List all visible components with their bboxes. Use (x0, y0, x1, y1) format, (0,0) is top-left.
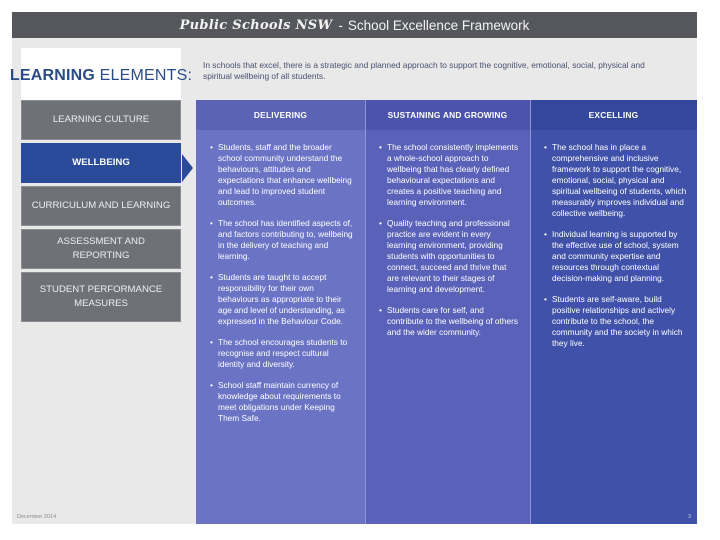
nav-item-student-performance-measures[interactable]: STUDENT PERFORMANCE MEASURES (21, 272, 181, 322)
list-item: • Quality teaching and professional practice are evident in every learning environment, providing students with opportunities to connect, succeed and thrive that are relevant to their stages of learning and development. (387, 218, 520, 295)
column-heading: SUSTAINING AND GROWING (365, 100, 530, 130)
nav-item-learning-culture[interactable]: LEARNING CULTURE (21, 100, 181, 140)
list-item: • Students, staff and the broader school community understand the behaviours, attitudes and expectations that enhance wellbeing and lead to improved student outcomes. (218, 142, 355, 208)
column-divider (530, 100, 531, 524)
nav-item-curriculum-and-learning[interactable]: CURRICULUM AND LEARNING (21, 186, 181, 226)
bullet-list (196, 130, 365, 424)
column-heading: EXCELLING (530, 100, 697, 130)
column-sustaining-and-growing (365, 100, 530, 524)
list-item: • The school encourages students to recognise and respect cultural identity and diversity. (218, 337, 355, 370)
brand-logo-text: Public Schools NSW (179, 17, 333, 33)
intro-text: In schools that excel, there is a strategic and planned approach to support the cognitive, emotional, social, physical and spiritual wellbeing of all students. (203, 60, 645, 81)
list-item: • Students care for self, and contribute to the wellbeing of others and the wider community. (387, 305, 520, 338)
list-item: • School staff maintain currency of knowledge about requirements to meet obligations under Keeping Them Safe. (218, 380, 355, 424)
list-item: • The school consistently implements a whole-school approach to wellbeing that has clearly defined behavioural expectations and creates a positive teaching and learning environment. (387, 142, 520, 208)
header-bar (12, 12, 697, 38)
active-nav-arrow-icon (182, 154, 193, 182)
column-heading: DELIVERING (196, 100, 365, 130)
slide (9, 12, 697, 524)
nav-item-assessment-and-reporting[interactable]: ASSESSMENT AND REPORTING (21, 229, 181, 269)
list-item: • The school has identified aspects of, and factors contributing to, wellbeing in the delivery of teaching and learning. (218, 218, 355, 262)
column-divider (365, 100, 366, 524)
header-separator: - (338, 17, 343, 33)
column-delivering (196, 100, 365, 524)
header-title: School Excellence Framework (347, 17, 530, 33)
page-number: 3 (687, 514, 691, 520)
list-item: • Students are taught to accept responsibility for their own behaviours as appropriate to their age and level of understanding, as expressed in the Behaviour Code. (218, 272, 355, 327)
learning-elements-panel (9, 48, 193, 104)
learning-elements-title (10, 67, 192, 85)
list-item: • Students are self-aware, build positive relationships and actively contribute to the school, the community and the society in which they live. (552, 294, 687, 349)
bullet-list (530, 130, 697, 349)
learning-elements-title-bold: LEARNING (9, 67, 95, 84)
column-excelling (530, 100, 697, 524)
list-item: • Individual learning is supported by the effective use of school, system and community expertise and resources through contextual decision-making and planning. (552, 229, 687, 284)
list-item: • The school has in place a comprehensive and inclusive framework to support the cognitive, emotional, social, physical and spiritual wellbeing of students, which measurably improves individual and collective wellbeing. (552, 142, 687, 219)
bullet-list (365, 130, 530, 338)
nav-item-wellbeing[interactable]: WELLBEING (21, 143, 181, 183)
learning-elements-title-rest: ELEMENTS: (99, 67, 193, 84)
learning-elements-nav (21, 100, 181, 325)
footer-date: December 2014 (17, 514, 57, 520)
